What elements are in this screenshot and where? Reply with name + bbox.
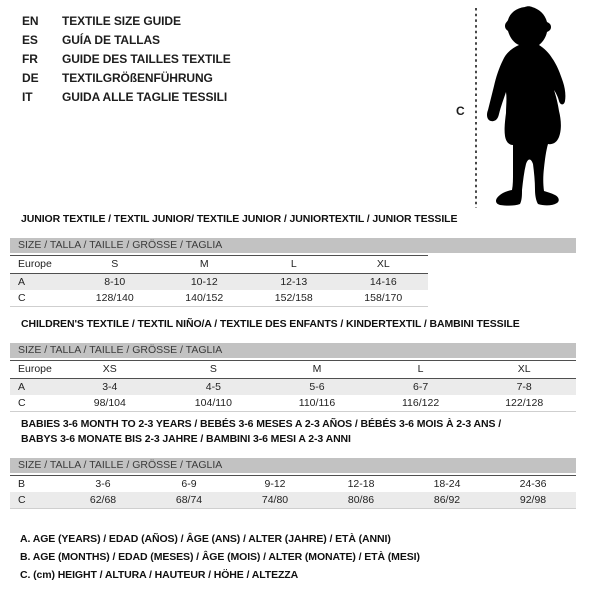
baby-silhouette — [487, 6, 565, 205]
language-title: GUIDA ALLE TAGLIE TESSILI — [62, 90, 228, 104]
table-cell: 8-10 — [104, 276, 126, 288]
size-col-header: XS — [102, 363, 117, 375]
size-header-label: SIZE / TALLA / TAILLE / GRÖSSE / TAGLIA — [18, 239, 223, 251]
table-cell: 92/98 — [519, 494, 547, 506]
language-code: IT — [22, 90, 33, 104]
table-cell: 128/140 — [95, 292, 134, 304]
children-table — [10, 360, 576, 412]
babies-section — [10, 417, 576, 509]
table-cell: 68/74 — [175, 494, 203, 506]
size-col-header: M — [312, 363, 322, 375]
language-title: TEXTILE SIZE GUIDE — [62, 14, 181, 28]
row-label: B — [18, 478, 26, 490]
row-label: A — [18, 381, 26, 393]
table-cell: 12-13 — [280, 276, 308, 288]
language-row-en — [22, 12, 231, 31]
language-title: GUIDE DES TAILLES TEXTILE — [62, 52, 231, 66]
table-cell: 3-4 — [102, 381, 118, 393]
table-row — [10, 274, 428, 290]
size-col-header: L — [290, 258, 297, 270]
table-cell: 6-9 — [181, 478, 197, 490]
height-label: C — [456, 104, 465, 118]
junior-section — [10, 212, 576, 307]
size-col-header: M — [199, 258, 209, 270]
table-row — [10, 379, 576, 395]
table-cell: 10-12 — [190, 276, 218, 288]
babies-title-line2: BABYS 3-6 MONATE BIS 2-3 JAHRE / BAMBINI 3-6 MESI A 2-3 ANNI — [21, 433, 351, 445]
table-cell: 62/68 — [89, 494, 117, 506]
table-cell: 140/152 — [185, 292, 224, 304]
language-row-es — [22, 31, 231, 50]
table-row — [10, 395, 576, 411]
table-row — [10, 476, 576, 492]
table-cell: 24-36 — [519, 478, 547, 490]
table-cell: 86/92 — [433, 494, 461, 506]
table-cell: 122/128 — [505, 397, 544, 409]
baby-figure — [455, 2, 597, 212]
table-cell: 12-18 — [347, 478, 375, 490]
junior-title: JUNIOR TEXTILE / TEXTIL JUNIOR/ TEXTILE JUNIOR / JUNIORTEXTIL / JUNIOR TESSILE — [21, 213, 458, 225]
language-title: GUÍA DE TALLAS — [62, 33, 160, 47]
language-row-fr — [22, 50, 231, 69]
language-list — [22, 12, 231, 107]
size-header-bar — [10, 458, 576, 473]
language-title: TEXTILGRÖßENFÜHRUNG — [62, 71, 213, 85]
table-cell: 158/170 — [364, 292, 403, 304]
table-cell: 110/116 — [298, 397, 336, 409]
table-cell: 3-6 — [95, 478, 111, 490]
size-header-label: SIZE / TALLA / TAILLE / GRÖSSE / TAGLIA — [18, 344, 223, 356]
size-col-header: L — [417, 363, 424, 375]
language-row-de — [22, 69, 231, 88]
region-cell: Europe — [18, 363, 52, 375]
size-col-header: XL — [376, 258, 390, 270]
row-label: A — [18, 276, 26, 288]
footnote-b: B. AGE (MONTHS) / EDAD (MESES) / ÂGE (MOIS) / ALTER (MONATE) / ETÀ (MESI) — [20, 551, 420, 563]
table-row — [10, 290, 428, 306]
language-code: DE — [22, 71, 39, 85]
table-cell: 152/158 — [274, 292, 313, 304]
children-title: CHILDREN'S TEXTILE / TEXTIL NIÑO/A / TEXTILE DES ENFANTS / KINDERTEXTIL / BAMBINI TESSILE — [21, 318, 520, 330]
table-cell: 9-12 — [264, 478, 286, 490]
table-header-row — [10, 361, 576, 379]
footnote-a: A. AGE (YEARS) / EDAD (AÑOS) / ÂGE (ANS) / ALTER (JAHRE) / ETÀ (ANNI) — [20, 533, 391, 545]
table-cell: 4-5 — [205, 381, 221, 393]
size-header-label: SIZE / TALLA / TAILLE / GRÖSSE / TAGLIA — [18, 459, 223, 471]
size-col-header: S — [209, 363, 217, 375]
table-cell: 7-8 — [516, 381, 532, 393]
language-code: FR — [22, 52, 38, 66]
table-cell: 116/122 — [402, 397, 440, 409]
language-row-it — [22, 88, 231, 107]
row-label: C — [18, 292, 26, 304]
table-row — [10, 492, 576, 508]
table-cell: 18-24 — [433, 478, 461, 490]
table-cell: 98/104 — [93, 397, 126, 409]
table-cell: 80/86 — [347, 494, 375, 506]
row-label: C — [18, 494, 26, 506]
size-col-header: S — [111, 258, 119, 270]
size-header-bar — [10, 343, 576, 358]
babies-title-line1: BABIES 3-6 MONTH TO 2-3 YEARS / BEBÉS 3-6 MESES A 2-3 AÑOS / BÉBÉS 3-6 MOIS À 2-3 ANS / — [21, 418, 502, 430]
baby-silhouette-graphic — [455, 2, 597, 212]
junior-table — [10, 255, 428, 307]
table-cell: 6-7 — [413, 381, 429, 393]
language-code: ES — [22, 33, 38, 47]
size-header-bar — [10, 238, 576, 253]
footnote-c: C. (cm) HEIGHT / ALTURA / HAUTEUR / HÖHE / ALTEZZA — [20, 569, 299, 581]
row-label: C — [18, 397, 26, 409]
region-cell: Europe — [18, 258, 52, 270]
table-header-row — [10, 256, 428, 274]
table-cell: 5-6 — [309, 381, 325, 393]
language-code: EN — [22, 14, 39, 28]
table-cell: 14-16 — [369, 276, 397, 288]
size-col-header: XL — [517, 363, 531, 375]
babies-table — [10, 475, 576, 509]
children-section — [10, 317, 576, 412]
footnotes — [20, 530, 420, 584]
table-cell: 104/110 — [194, 397, 232, 409]
table-cell: 74/80 — [261, 494, 289, 506]
